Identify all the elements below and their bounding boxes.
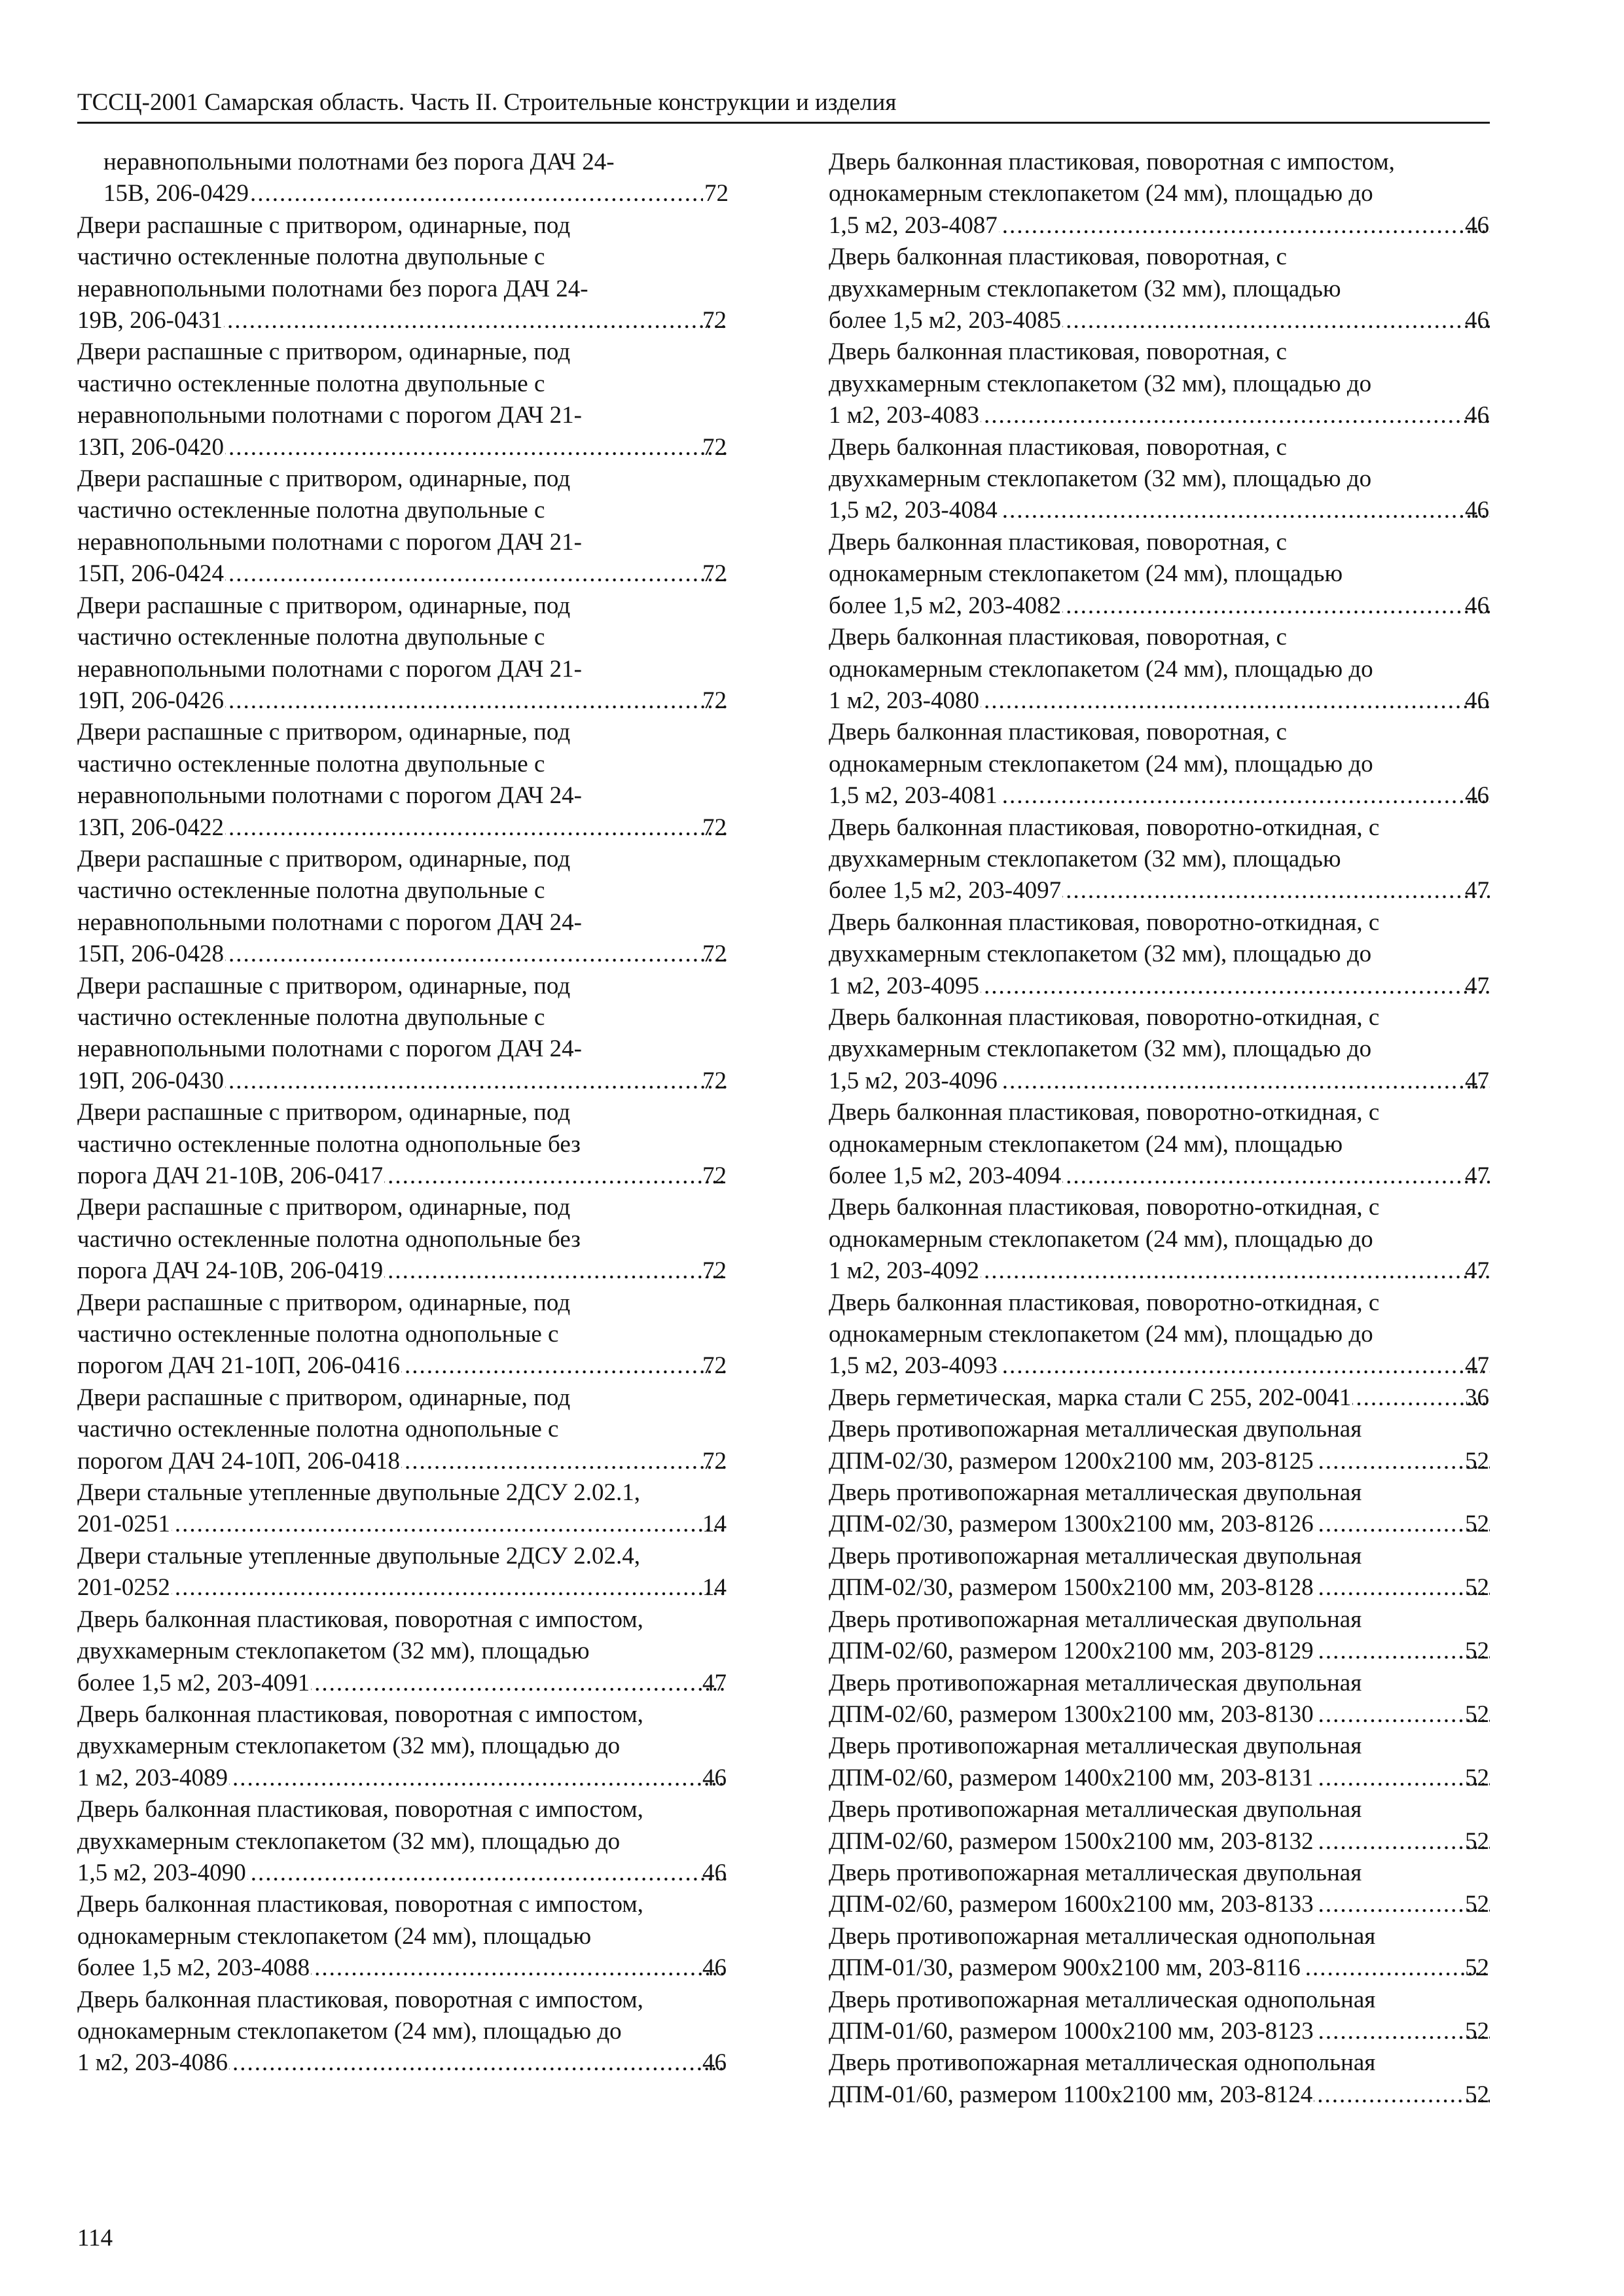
index-entry-text: 1 м2, 203-4086 <box>77 2049 228 2077</box>
dot-leader <box>1315 1826 1490 1857</box>
index-entry <box>829 1477 1491 1541</box>
index-entry <box>77 147 729 210</box>
index-entry-lead-line: более 1,5 м2, 203-4085 ..... 46 <box>855 305 1491 336</box>
index-entry <box>829 1984 1491 2048</box>
index-entry-line: Дверь противопожарная металлическая однопольная <box>829 1922 1376 1950</box>
index-entry-lead-line: ДПМ-02/30, размером 1200х2100 мм, 203-8125 ..... 52 <box>855 1446 1491 1477</box>
index-entry <box>829 622 1491 717</box>
index-entry-text: 201-0251 <box>77 1511 170 1538</box>
index-entry-text: 13П, 206-0422 <box>77 814 225 841</box>
dot-leader <box>1062 590 1490 622</box>
index-entry-line: Двери распашные с притвором, одинарные, под <box>77 211 571 239</box>
index-entry-line: Дверь противопожарная металлическая двупольная <box>829 1859 1362 1886</box>
index-entry <box>77 1097 729 1192</box>
index-entry-line: Дверь балконная пластиковая, поворотная, с <box>829 624 1287 651</box>
index-entry-text: 1,5 м2, 203-4090 <box>77 1859 246 1886</box>
index-entry-line: частично остекленные полотна двупольные с <box>77 243 545 271</box>
index-entry-text: более 1,5 м2, 203-4097 <box>829 877 1062 905</box>
index-entry-lead-line: порогом ДАЧ 21-10П, 206-0416 ..... 72 <box>103 1350 729 1382</box>
index-entry-lead-line: 1,5 м2, 203-4093 ..... 47 <box>855 1350 1491 1382</box>
dot-leader <box>981 1255 1490 1287</box>
index-entry <box>77 1794 729 1889</box>
index-entry-line: неравнопольными полотнами без порога ДАЧ 24- <box>103 149 615 175</box>
index-entry-text: более 1,5 м2, 203-4091 <box>77 1669 310 1696</box>
index-entry-line: Дверь балконная пластиковая, поворотная, с <box>829 528 1287 556</box>
index-entry-lead-line: ДПМ-01/30, размером 900х2100 мм, 203-8116 ..... 52 <box>855 1952 1491 1984</box>
index-entry-lead-line: ДПМ-01/60, размером 1100х2100 мм, 203-8124 ..... 52 <box>855 2079 1491 2111</box>
index-column-left <box>77 147 729 2079</box>
dot-leader <box>999 495 1490 526</box>
index-entry-text: 1,5 м2, 203-4084 <box>829 497 998 524</box>
index-entry-line: Двери распашные с притвором, одинарные, под <box>77 1194 571 1221</box>
index-entry-line: Дверь балконная пластиковая, поворотная с импостом, <box>77 1605 643 1633</box>
index-entry-text: 1,5 м2, 203-4093 <box>829 1352 998 1380</box>
index-entry <box>829 1857 1491 1921</box>
index-column-right <box>829 147 1491 2111</box>
index-entry-lead-line: ДПМ-02/60, размером 1500х2100 мм, 203-8132 ..... 52 <box>855 1826 1491 1857</box>
dot-leader <box>225 558 727 590</box>
page-number: 114 <box>77 2225 113 2251</box>
dot-leader <box>1315 1699 1490 1731</box>
index-entry <box>829 432 1491 527</box>
index-entry-line: частично остекленные полотна двупольные с <box>77 750 545 778</box>
index-entry-line: Дверь противопожарная металлическая однопольная <box>829 2049 1376 2077</box>
index-entry-lead-line: 13П, 206-0422 ..... 72 <box>103 812 729 844</box>
index-entry <box>829 812 1491 907</box>
index-entry-line: Двери распашные с притвором, одинарные, под <box>77 972 571 999</box>
running-header <box>77 81 1490 124</box>
index-entry-text: порога ДАЧ 21-10В, 206-0417 <box>77 1162 384 1189</box>
index-entry-text: порогом ДАЧ 24-10П, 206-0418 <box>77 1447 401 1475</box>
dot-leader <box>229 2047 727 2079</box>
index-entry <box>77 1287 729 1382</box>
index-entry-line: Дверь противопожарная металлическая двупольная <box>829 1479 1362 1507</box>
dot-leader <box>1315 1509 1490 1540</box>
index-entry-lead-line: ДПМ-02/30, размером 1300х2100 мм, 203-8126 ..... 52 <box>855 1509 1491 1540</box>
index-entry-line: неравнопольными полотнами с порогом ДАЧ 21- <box>77 528 582 556</box>
index-entry-text: 1,5 м2, 203-4087 <box>829 211 998 239</box>
index-entry-line: неравнопольными полотнами с порогом ДАЧ 24- <box>77 908 582 936</box>
index-entry-lead-line: более 1,5 м2, 203-4088 ..... 46 <box>103 1952 729 1984</box>
index-entry-line: Дверь балконная пластиковая, поворотная, с <box>829 433 1287 461</box>
index-entry-text: 15В, 206-0429 <box>103 180 249 207</box>
index-entry-line: неравнопольными полотнами с порогом ДАЧ 21- <box>77 402 582 429</box>
dot-leader <box>1315 1636 1490 1667</box>
index-entry-lead-line: 19П, 206-0426 ..... 72 <box>103 685 729 717</box>
index-entry-lead-line: ДПМ-02/60, размером 1200х2100 мм, 203-8129 ..... 52 <box>855 1636 1491 1667</box>
dot-leader <box>1315 2016 1490 2047</box>
dot-leader <box>1315 1889 1490 1920</box>
index-entry-line: однокамерным стеклопакетом (24 мм), площадью <box>829 1130 1343 1158</box>
index-entry <box>829 2047 1491 2111</box>
index-entry <box>829 1668 1491 1731</box>
index-entry-lead-line: более 1,5 м2, 203-4094 ..... 47 <box>855 1160 1491 1192</box>
dot-leader <box>250 178 703 209</box>
index-entry-line: Дверь балконная пластиковая, поворотно-откидная, с <box>829 908 1380 936</box>
index-entry <box>77 1192 729 1287</box>
index-entry-text: Дверь герметическая, марка стали С 255, 202-0041 <box>829 1384 1352 1411</box>
index-entry-text: ДПМ-02/30, размером 1300х2100 мм, 203-8126 <box>829 1511 1314 1538</box>
dot-leader <box>981 400 1490 431</box>
index-entry-line: двухкамерным стеклопакетом (32 мм), площадью до <box>77 1732 621 1760</box>
index-entry-lead-line: 1,5 м2, 203-4087 ..... 46 <box>855 210 1491 242</box>
dot-leader <box>1062 1160 1490 1192</box>
index-entry-line: неравнопольными полотнами без порога ДАЧ 24- <box>77 275 588 302</box>
index-entry-text: 201-0252 <box>77 1574 170 1602</box>
index-entry-lead-line: 1,5 м2, 203-4084 ..... 46 <box>855 495 1491 526</box>
index-entry-text: более 1,5 м2, 203-4085 <box>829 307 1062 334</box>
index-entry-line: Дверь балконная пластиковая, поворотная с импостом, <box>77 1796 643 1823</box>
index-entry-lead-line: 201-0252 ..... 14 <box>103 1572 729 1604</box>
index-entry-line: Дверь балконная пластиковая, поворотно-откидная, с <box>829 1289 1380 1316</box>
index-entry <box>77 336 729 463</box>
index-entry-line: двухкамерным стеклопакетом (32 мм), площадью до <box>829 465 1372 493</box>
index-entry-text: 13П, 206-0420 <box>77 433 225 461</box>
index-entry-text: ДПМ-02/30, размером 1500х2100 мм, 203-8128 <box>829 1574 1314 1602</box>
index-entry-lead-line: 19П, 206-0430 ..... 72 <box>103 1066 729 1097</box>
index-entry-lead-line: более 1,5 м2, 203-4082 ..... 46 <box>855 590 1491 622</box>
index-entry-text: 1 м2, 203-4089 <box>77 1764 228 1791</box>
index-entry-lead-line: более 1,5 м2, 203-4091 ..... 47 <box>103 1668 729 1699</box>
index-entry-line: неравнопольными полотнами с порогом ДАЧ 21- <box>77 655 582 683</box>
index-entry <box>829 336 1491 431</box>
index-entry-lead-line: 1 м2, 203-4095 ..... 47 <box>855 971 1491 1002</box>
index-entry-lead-line: ДПМ-02/30, размером 1500х2100 мм, 203-8128 ..... 52 <box>855 1572 1491 1604</box>
index-entry <box>77 210 729 337</box>
index-entry-line: неравнопольными полотнами с порогом ДАЧ 24- <box>77 1035 582 1063</box>
index-entry-text: ДПМ-02/60, размером 1600х2100 мм, 203-8133 <box>829 1891 1314 1918</box>
index-entry-line: частично остекленные полотна двупольные с <box>77 370 545 397</box>
index-entry-page: 72 <box>704 180 729 207</box>
index-entry-line: Двери распашные с притвором, одинарные, под <box>77 592 571 619</box>
index-entry-line: Двери распашные с притвором, одинарные, под <box>77 1099 571 1126</box>
dot-leader <box>981 685 1490 717</box>
index-entry-lead-line: 1,5 м2, 203-4090 ..... 46 <box>103 1857 729 1889</box>
index-entry <box>829 1192 1491 1287</box>
index-entry-line: двухкамерным стеклопакетом (32 мм), площадью <box>77 1638 590 1665</box>
dot-leader <box>224 305 727 336</box>
index-entry-text: 19В, 206-0431 <box>77 307 223 334</box>
dot-leader <box>384 1255 727 1287</box>
index-entry-line: Двери распашные с притвором, одинарные, под <box>77 1384 571 1411</box>
dot-leader <box>999 210 1490 242</box>
index-entry-lead-line: 15П, 206-0424 ..... 72 <box>103 558 729 590</box>
dot-leader <box>384 1160 727 1192</box>
index-entry-text: порога ДАЧ 24-10В, 206-0419 <box>77 1257 384 1285</box>
index-entry <box>829 147 1491 242</box>
index-entry-lead-line: порогом ДАЧ 24-10П, 206-0418 ..... 72 <box>103 1446 729 1477</box>
index-entry-lead-line: ДПМ-02/60, размером 1600х2100 мм, 203-8133 ..... 52 <box>855 1889 1491 1920</box>
index-entry <box>77 590 729 717</box>
index-entry-line: двухкамерным стеклопакетом (32 мм), площадью до <box>77 1827 621 1855</box>
index-entry-lead-line: 13П, 206-0420 ..... 72 <box>103 432 729 463</box>
index-entry <box>77 1699 729 1794</box>
index-entry-line: однокамерным стеклопакетом (24 мм), площадью до <box>829 1321 1373 1348</box>
index-entry <box>829 1414 1491 1477</box>
index-entry-text: ДПМ-01/30, размером 900х2100 мм, 203-8116 <box>829 1954 1301 1982</box>
index-entry-line: однокамерным стеклопакетом (24 мм), площадью до <box>77 2017 622 2045</box>
index-entry <box>829 717 1491 812</box>
index-entry-line: Двери распашные с притвором, одинарные, под <box>77 845 571 872</box>
index-entry-lead-line: ДПМ-01/60, размером 1000х2100 мм, 203-8123 ..... 52 <box>855 2016 1491 2047</box>
index-entry <box>77 1889 729 1984</box>
index-entry-line: частично остекленные полотна однопольные без <box>77 1130 581 1158</box>
index-entry <box>77 463 729 590</box>
dot-leader <box>247 1857 727 1889</box>
index-entry <box>77 844 729 971</box>
index-entry-text: 1 м2, 203-4083 <box>829 402 979 429</box>
dot-leader <box>225 1066 727 1097</box>
index-entry-line: Дверь балконная пластиковая, поворотно-откидная, с <box>829 1099 1380 1126</box>
index-entry-text: ДПМ-02/30, размером 1200х2100 мм, 203-8125 <box>829 1447 1314 1475</box>
index-entry <box>77 1541 729 1604</box>
index-entry-lead-line: порога ДАЧ 21-10В, 206-0417 ..... 72 <box>103 1160 729 1192</box>
index-entry-line: частично остекленные полотна однопольные с <box>77 1416 559 1443</box>
index-entry-lead-line: порога ДАЧ 24-10В, 206-0419 ..... 72 <box>103 1255 729 1287</box>
index-entry-lead-line: ДПМ-02/60, размером 1400х2100 мм, 203-8131 ..... 52 <box>855 1763 1491 1794</box>
index-entry-text: порогом ДАЧ 21-10П, 206-0416 <box>77 1352 401 1380</box>
dot-leader <box>1062 875 1490 906</box>
dot-leader <box>225 812 727 844</box>
index-entry-text: ДПМ-01/60, размером 1000х2100 мм, 203-8123 <box>829 2017 1314 2045</box>
index-entry-lead-line: 1 м2, 203-4080 ..... 46 <box>855 685 1491 717</box>
index-entry-line: частично остекленные полотна двупольные с <box>77 624 545 651</box>
index-entry-line: однокамерным стеклопакетом (24 мм), площадью до <box>829 1225 1373 1253</box>
index-entry-lead-line: 1 м2, 203-4089 ..... 46 <box>103 1763 729 1794</box>
index-entry-lead-line: 1,5 м2, 203-4081 ..... 46 <box>855 780 1491 812</box>
index-entry <box>829 1604 1491 1668</box>
dot-leader <box>1314 2079 1490 2111</box>
index-entry-line: частично остекленные полотна однопольные без <box>77 1225 581 1253</box>
dot-leader <box>1302 1952 1490 1984</box>
index-entry-lead-line: 201-0251 ..... 14 <box>103 1509 729 1540</box>
dot-leader <box>1315 1763 1490 1794</box>
dot-leader <box>401 1350 727 1382</box>
index-entry-text: 1,5 м2, 203-4096 <box>829 1067 998 1094</box>
index-entry-line: Дверь противопожарная металлическая двупольная <box>829 1732 1362 1760</box>
index-entry-text: 1 м2, 203-4080 <box>829 687 979 714</box>
index-entry-line: Дверь противопожарная металлическая двупольная <box>829 1416 1362 1443</box>
index-entry-line: частично остекленные полотна двупольные с <box>77 877 545 905</box>
index-entry-text: 19П, 206-0430 <box>77 1067 225 1094</box>
dot-leader <box>225 432 727 463</box>
index-entry-text: ДПМ-02/60, размером 1300х2100 мм, 203-8130 <box>829 1700 1314 1728</box>
index-entry-line: Дверь балконная пластиковая, поворотная, с <box>829 338 1287 366</box>
index-entry <box>829 1731 1491 1794</box>
index-entry-lead-line: 1 м2, 203-4083 ..... 46 <box>855 400 1491 431</box>
index-entry-lead-line: 1 м2, 203-4092 ..... 47 <box>855 1255 1491 1287</box>
index-entry-line: однокамерным стеклопакетом (24 мм), площадью <box>77 1922 592 1950</box>
index-entry <box>77 1984 729 2079</box>
index-entry <box>829 1002 1491 1097</box>
running-header-title: ТССЦ-2001 Самарская область. Часть II. Строительные конструкции и изделия <box>77 89 897 116</box>
index-entry-lead-line: более 1,5 м2, 203-4097 ..... 47 <box>855 875 1491 906</box>
index-entry-line: однокамерным стеклопакетом (24 мм), площадью до <box>829 180 1373 207</box>
index-entry-line: однокамерным стеклопакетом (24 мм), площадью до <box>829 750 1373 778</box>
index-entry <box>829 1921 1491 1984</box>
dot-leader <box>171 1509 727 1540</box>
dot-leader <box>1315 1572 1490 1604</box>
index-entry <box>77 1604 729 1699</box>
index-entry <box>77 1477 729 1541</box>
index-entry-lead-line: 1 м2, 203-4086 ..... 46 <box>103 2047 729 2079</box>
index-entry-lead-line: 1,5 м2, 203-4096 ..... 47 <box>855 1066 1491 1097</box>
index-entry-line: Двери стальные утепленные двупольные 2ДСУ 2.02.1, <box>77 1479 640 1507</box>
index-entry-line: Двери распашные с притвором, одинарные, под <box>77 338 571 366</box>
index-entry <box>829 527 1491 622</box>
index-entry <box>829 1541 1491 1604</box>
dot-leader <box>225 685 727 717</box>
dot-leader <box>1315 1446 1490 1477</box>
index-entry-line: Двери стальные утепленные двупольные 2ДСУ 2.02.4, <box>77 1542 640 1570</box>
index-entry-line: Дверь балконная пластиковая, поворотная с импостом, <box>829 149 1395 175</box>
index-entry-line: Дверь противопожарная металлическая двупольная <box>829 1669 1362 1696</box>
index-entry-lead-line <box>103 178 729 209</box>
index-entry-line: Двери распашные с притвором, одинарные, под <box>77 465 571 493</box>
dot-leader <box>999 1350 1490 1382</box>
index-entry-lead-line: 19В, 206-0431 ..... 72 <box>103 305 729 336</box>
dot-leader <box>401 1446 727 1477</box>
index-entry-line: двухкамерным стеклопакетом (32 мм), площадью до <box>829 370 1372 397</box>
index-entry-text: более 1,5 м2, 203-4088 <box>77 1954 310 1982</box>
index-entry-line: Дверь балконная пластиковая, поворотная, с <box>829 243 1287 271</box>
index-entry-text: ДПМ-01/60, размером 1100х2100 мм, 203-8124 <box>829 2081 1313 2108</box>
dot-leader <box>311 1952 727 1984</box>
index-entry <box>77 971 729 1098</box>
index-entry-line: двухкамерным стеклопакетом (32 мм), площадью <box>829 845 1341 872</box>
index-entry-line: однокамерным стеклопакетом (24 мм), площадью <box>829 560 1343 588</box>
index-entry-text: более 1,5 м2, 203-4082 <box>829 592 1062 619</box>
dot-leader <box>311 1668 727 1699</box>
index-entry-line: частично остекленные полотна однопольные с <box>77 1321 559 1348</box>
index-entry <box>829 1097 1491 1192</box>
index-entry-lead-line: Дверь герметическая, марка стали С 255, 202-0041 ..... 36 <box>855 1382 1491 1414</box>
index-entry-line: неравнопольными полотнами с порогом ДАЧ 24- <box>77 782 582 810</box>
index-entry-text: 15П, 206-0424 <box>77 560 225 588</box>
index-entry-text: 15П, 206-0428 <box>77 941 225 968</box>
index-entry-line: однокамерным стеклопакетом (24 мм), площадью до <box>829 655 1373 683</box>
index-entry-line: двухкамерным стеклопакетом (32 мм), площадью до <box>829 1035 1372 1063</box>
dot-leader <box>229 1763 727 1794</box>
index-entry-line: Дверь балконная пластиковая, поворотная с импостом, <box>77 1891 643 1918</box>
dot-leader <box>999 780 1490 812</box>
index-entry-line: Дверь противопожарная металлическая двупольная <box>829 1542 1362 1570</box>
dot-leader <box>1062 305 1490 336</box>
index-entry-lead-line: ДПМ-02/60, размером 1300х2100 мм, 203-8130 ..... 52 <box>855 1699 1491 1731</box>
index-entry-line: частично остекленные полотна двупольные с <box>77 1003 545 1031</box>
dot-leader <box>171 1572 727 1604</box>
index-entry-line: Двери распашные с притвором, одинарные, под <box>77 1289 571 1316</box>
index-entry-text: 1,5 м2, 203-4081 <box>829 782 998 810</box>
index-entry <box>77 717 729 844</box>
index-entry <box>829 242 1491 336</box>
index-entry-line: Двери распашные с притвором, одинарные, под <box>77 719 571 746</box>
index-entry-text: ДПМ-02/60, размером 1400х2100 мм, 203-8131 <box>829 1764 1314 1791</box>
index-entry-text: ДПМ-02/60, размером 1500х2100 мм, 203-8132 <box>829 1827 1314 1855</box>
index-entry <box>829 1794 1491 1857</box>
index-entry-text: 1 м2, 203-4095 <box>829 972 979 999</box>
index-entry-lead-line: 15П, 206-0428 ..... 72 <box>103 939 729 970</box>
index-entry-line: двухкамерным стеклопакетом (32 мм), площадью <box>829 275 1341 302</box>
index-entry-line: двухкамерным стеклопакетом (32 мм), площадью до <box>829 941 1372 968</box>
index-entry <box>829 1287 1491 1382</box>
index-entry-line: частично остекленные полотна двупольные с <box>77 497 545 524</box>
index-entry-line: Дверь противопожарная металлическая двупольная <box>829 1796 1362 1823</box>
dot-leader <box>225 939 727 970</box>
dot-leader <box>999 1066 1490 1097</box>
index-entry-text: 19П, 206-0426 <box>77 687 225 714</box>
index-entry-text: ДПМ-02/60, размером 1200х2100 мм, 203-8129 <box>829 1638 1314 1665</box>
index-entry-line: Дверь балконная пластиковая, поворотная с импостом, <box>77 1986 643 2013</box>
index-entry-line: Дверь балконная пластиковая, поворотно-откидная, с <box>829 1003 1380 1031</box>
index-entry-line: Дверь балконная пластиковая, поворотная, с <box>829 719 1287 746</box>
index-entry-line: Дверь балконная пластиковая, поворотно-откидная, с <box>829 1194 1380 1221</box>
index-entry-line: Дверь противопожарная металлическая однопольная <box>829 1986 1376 2013</box>
index-entry-line: Дверь балконная пластиковая, поворотная с импостом, <box>77 1700 643 1728</box>
index-entry-text: более 1,5 м2, 203-4094 <box>829 1162 1062 1189</box>
index-entry <box>829 1382 1491 1414</box>
dot-leader <box>981 971 1490 1002</box>
index-entry <box>829 907 1491 1002</box>
index-entry-line: Дверь противопожарная металлическая двупольная <box>829 1605 1362 1633</box>
index-entry <box>77 1382 729 1477</box>
index-entry-text: 1 м2, 203-4092 <box>829 1257 979 1285</box>
index-entry-line: Дверь балконная пластиковая, поворотно-откидная, с <box>829 814 1380 841</box>
